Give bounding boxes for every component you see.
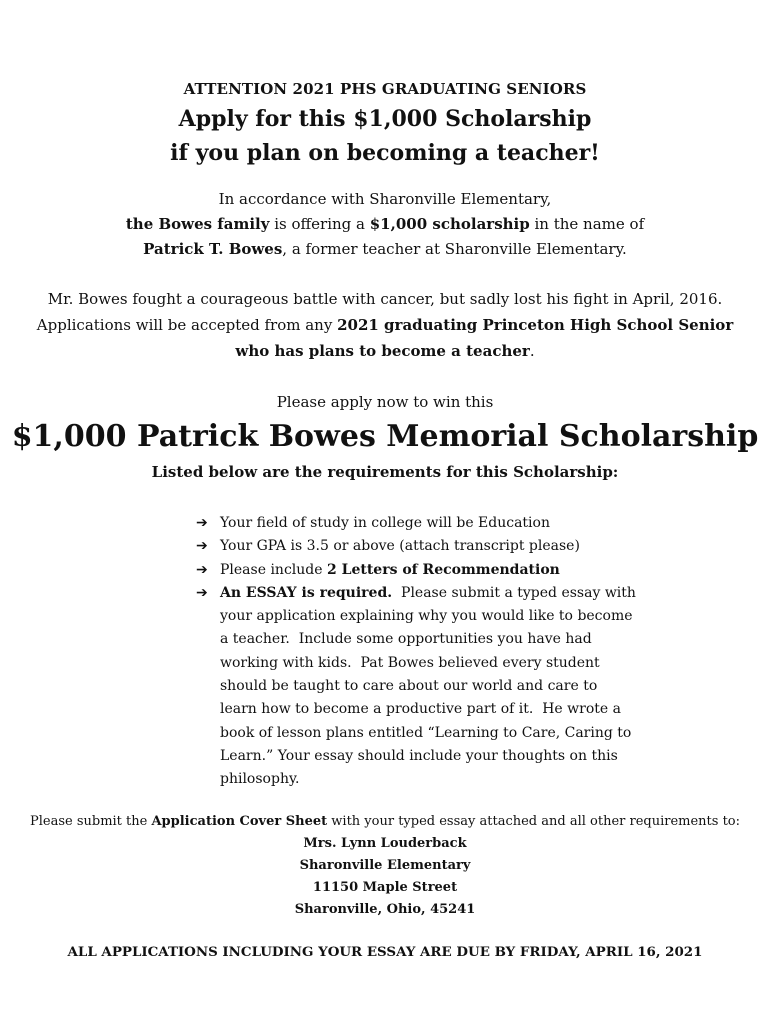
- scholarship-title: $1,000 Patrick Bowes Memorial Scholarship: [11, 419, 759, 454]
- requirement-item: [196, 582, 641, 792]
- requirement-item: [196, 559, 636, 582]
- submission-end: with your typed essay attached and all other requirements to:: [327, 814, 741, 829]
- memorial-line-2-start: Applications will be accepted from any: [36, 316, 338, 334]
- requirements-list: [196, 512, 641, 792]
- essay-requirement-text: [220, 582, 641, 792]
- bowes-family-text: the Bowes family: [125, 215, 270, 233]
- teacher-plans-text: who has plans to become a teacher: [235, 342, 530, 360]
- apply-now-text: Please apply now to win this: [276, 393, 494, 411]
- memorial-line-3: [0, 342, 770, 360]
- requirement-text: Your field of study in college will be Education: [220, 515, 550, 531]
- recipient-city: Sharonville, Ohio, 45241: [294, 902, 476, 917]
- scholarship-amount-text: $1,000 scholarship: [369, 215, 530, 233]
- deadline-notice: ALL APPLICATIONS INCLUDING YOUR ESSAY ARE DUE BY FRIDAY, APRIL 16, 2021: [67, 944, 703, 960]
- submission-instructions: [0, 814, 770, 829]
- cover-sheet-text: Application Cover Sheet: [151, 814, 328, 829]
- intro-line-2-mid: is offering a: [269, 215, 370, 233]
- recipient-street: 11150 Maple Street: [312, 880, 458, 895]
- requirement-text: [220, 559, 636, 582]
- intro-line-3: [0, 240, 770, 258]
- requirement-text-start: Please include: [220, 561, 327, 578]
- arrow-right-icon: ➔: [196, 538, 208, 555]
- arrow-right-icon: ➔: [196, 584, 208, 601]
- eligible-senior-text: 2021 graduating Princeton High School Senior: [337, 316, 734, 334]
- requirement-item: [196, 512, 636, 535]
- attention-heading: ATTENTION 2021 PHS GRADUATING SENIORS: [183, 80, 587, 98]
- intro-line-2: [0, 215, 770, 233]
- patrick-bowes-name: Patrick T. Bowes: [143, 240, 283, 258]
- requirement-text: Your GPA is 3.5 or above (attach transcript please): [220, 538, 580, 555]
- requirement-item: [196, 535, 636, 558]
- headline-scholarship: Apply for this $1,000 Scholarship: [178, 106, 592, 132]
- essay-required-bold: An ESSAY is required.: [220, 584, 393, 601]
- memorial-line-2: [0, 316, 770, 334]
- intro-line-3-end: , a former teacher at Sharonville Elementary.: [282, 240, 627, 258]
- submission-start: Please submit the: [29, 814, 152, 829]
- letters-requirement-bold: 2 Letters of Recommendation: [326, 561, 560, 578]
- intro-line-2-end: in the name of: [529, 215, 645, 233]
- memorial-line-1: Mr. Bowes fought a courageous battle with cancer, but sadly lost his fight in April, 2016.: [47, 290, 723, 308]
- essay-description: Please submit a typed essay with your application explaining why you would like to become a teacher. Include some opportunities you have had working with kids. Pat Bowes believed every student should be taught to care about our world and care to learn how to become a productive part of it. He wrote a book of lesson plans entitled “Learning to Care, Caring to Learn.” Your essay should include your thoughts on this philosophy.: [220, 584, 641, 788]
- intro-line-1: In accordance with Sharonville Elementary,: [218, 190, 552, 208]
- headline-teacher: if you plan on becoming a teacher!: [170, 140, 600, 166]
- requirements-heading: Listed below are the requirements for this Scholarship:: [151, 463, 619, 481]
- memorial-line-3-end: .: [529, 342, 535, 360]
- arrow-right-icon: ➔: [196, 515, 208, 531]
- arrow-right-icon: ➔: [196, 561, 208, 578]
- recipient-school: Sharonville Elementary: [299, 858, 471, 873]
- recipient-name: Mrs. Lynn Louderback: [303, 836, 467, 851]
